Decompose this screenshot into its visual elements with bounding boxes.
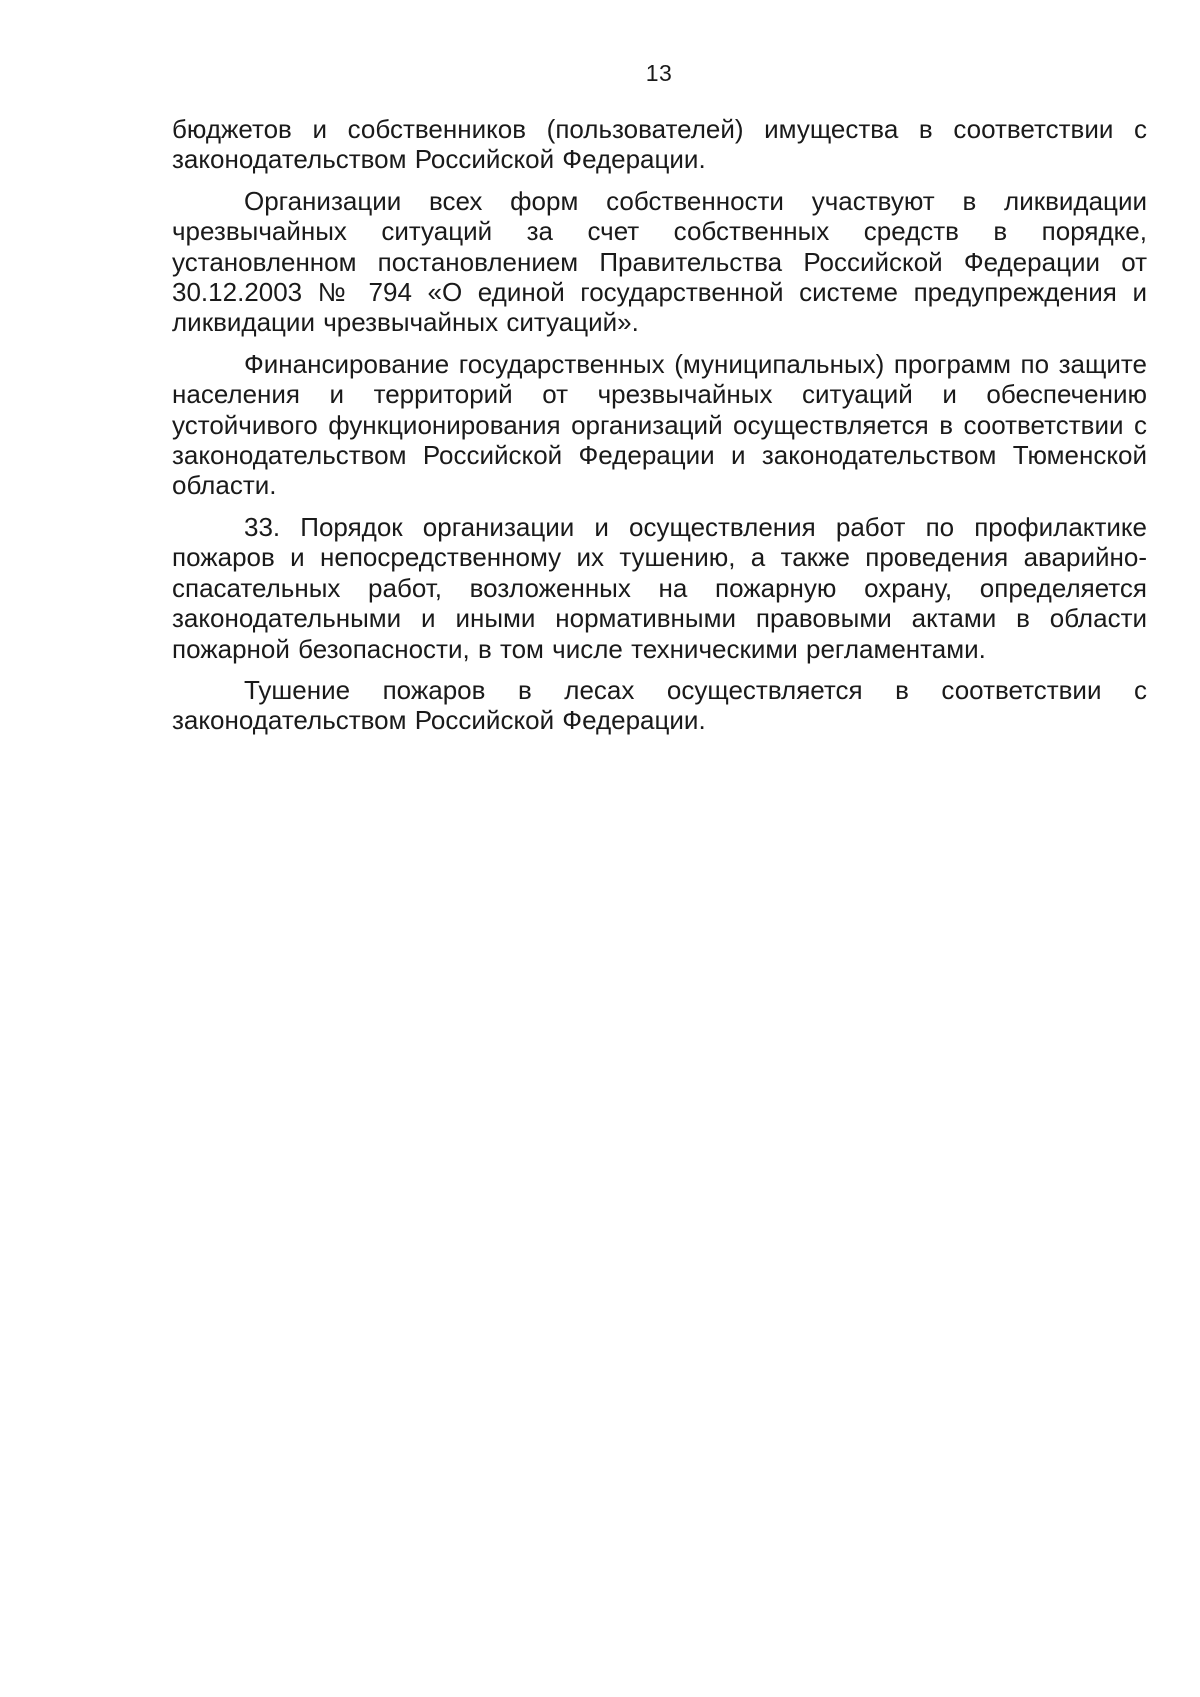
document-body xyxy=(172,114,1147,747)
paragraph-continuation: бюджетов и собственников (пользователей) имущества в соответствии с законодательством Российской Федерации. xyxy=(172,114,1147,175)
paragraph-forest-fires: Тушение пожаров в лесах осуществляется в соответствии с законодательством Российской Федерации. xyxy=(172,674,1147,736)
paragraph-program-financing: Финансирование государственных (муниципальных) программ по защите населения и территорий от чрезвычайных ситуаций и обеспечению устойчивого функционирования организаций осуществляется в соответствии с законодательством Российской Федерации и законодательством Тюменской области. xyxy=(172,348,1147,501)
paragraph-organizations-participation: Организации всех форм собственности участвуют в ликвидации чрезвычайных ситуаций за счет собственных средств в порядке, установленном постановлением Правительства Российской Федерации от 30.12.2003 № 794 «О единой государственной системе предупреждения и ликвидации чрезвычайных ситуаций». xyxy=(172,185,1147,338)
page-number: 13 xyxy=(645,60,673,86)
paragraph-item-33: 33. Порядок организации и осуществления работ по профилактике пожаров и непосредственному их тушению, а также проведения аварийно-спасательных работ, возложенных на пожарную охрану, определяется законодательными и иными нормативными правовыми актами в области пожарной безопасности, в том числе техническими регламентами. xyxy=(172,511,1147,664)
